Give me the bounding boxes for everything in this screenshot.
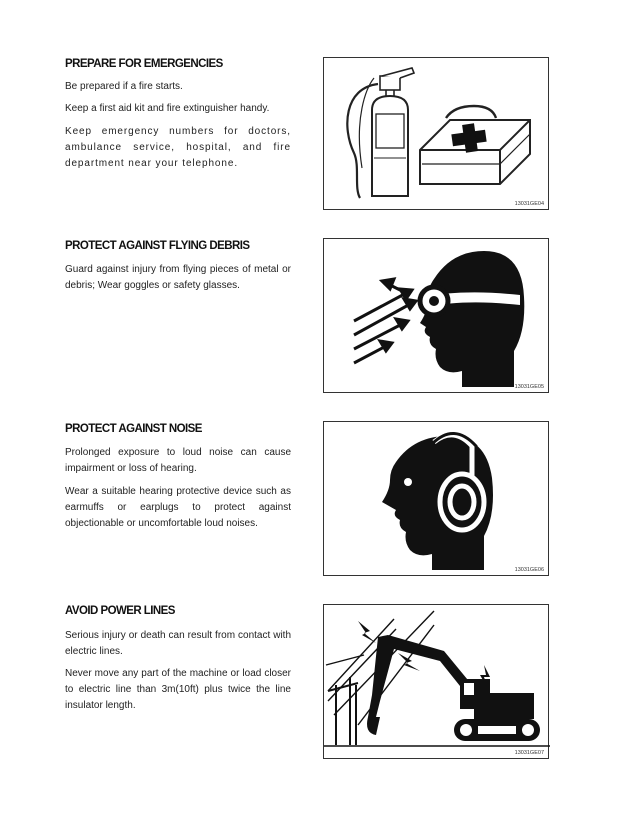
paragraph: Never move any part of the machine or load closer to electric line than 3m(10ft) plus twice the line insulator length. [65,668,291,711]
earmuffs-icon [324,422,550,577]
paragraph: Keep emergency numbers for doctors, ambulance service, hospital, and fire department near your telephone. [65,126,291,169]
paragraph: Keep a first aid kit and fire extinguisher handy. [65,103,270,114]
section-heading: PROTECT AGAINST FLYING DEBRIS [65,240,250,252]
paragraph: Wear a suitable hearing protective device such as earmuffs or earplugs to protect against objectionable or uncomfortable loud noises. [65,486,291,529]
paragraph: Serious injury or death can result from contact with electric lines. [65,630,291,657]
figure-code: 13031GE04 [514,201,544,207]
emergency-figure [323,57,549,210]
paragraph: Be prepared if a fire starts. [65,81,183,92]
excavator-power-line-icon [324,605,550,760]
noise-figure [323,421,549,576]
section-heading: PREPARE FOR EMERGENCIES [65,58,223,70]
paragraph: Prolonged exposure to loud noise can cause impairment or loss of hearing. [65,447,291,474]
fire-extinguisher-first-aid-icon [324,58,550,211]
paragraph: Guard against injury from flying pieces of metal or debris; Wear goggles or safety glasses. [65,264,291,291]
section-heading: AVOID POWER LINES [65,605,175,617]
power-lines-figure [323,604,549,759]
safety-goggles-icon [324,239,550,394]
figure-code: 13031GE05 [514,384,544,390]
section-heading: PROTECT AGAINST NOISE [65,423,202,435]
flying-debris-figure [323,238,549,393]
figure-code: 13031GE07 [514,750,544,756]
figure-code: 13031GE06 [514,567,544,573]
